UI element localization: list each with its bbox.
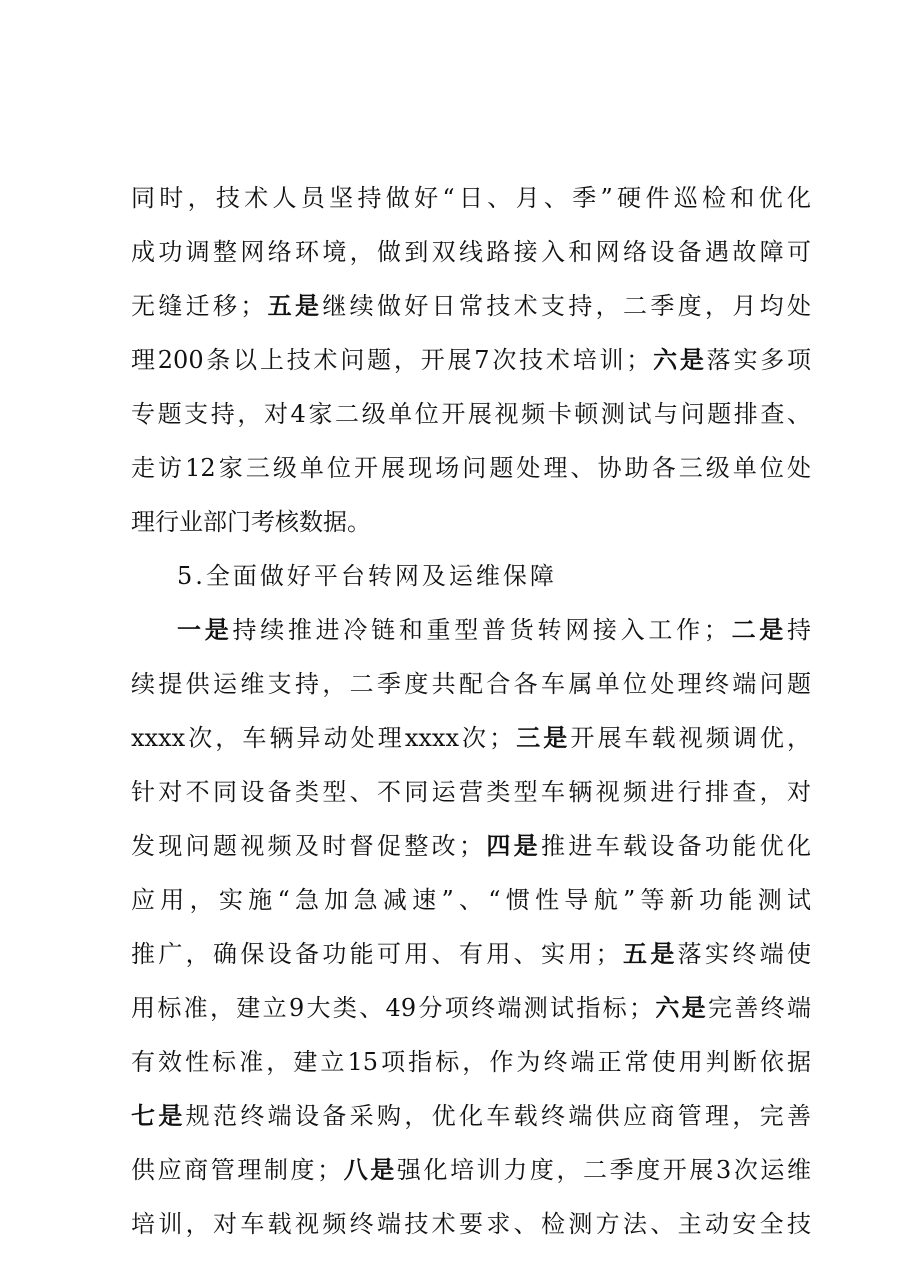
text-line [131, 931, 811, 977]
section-heading: 5.全面做好平台转网及运维保障 [177, 562, 557, 590]
text-line: 培训，对车载视频终端技术要求、检测方法、主动安全技 [131, 1210, 811, 1238]
text-span: 强化培训力度，二季度开展3次运维 [396, 1156, 811, 1184]
text-line: 成功调整网络环境，做到双线路接入和网络设备遇故障可 [131, 238, 811, 266]
text-line [131, 283, 811, 329]
bold-marker: 四是 [483, 831, 541, 860]
text-line: 同时，技术人员坚持做好“日、月、季”硬件巡检和优化 [131, 184, 811, 212]
text-line [131, 337, 811, 383]
text-span: 用标准，建立9大类、49分项终端测试指标； [131, 994, 654, 1022]
bold-marker: 三是 [513, 723, 571, 752]
text-span: 落实终端使 [677, 940, 811, 968]
text-line [177, 607, 811, 653]
bold-marker: 一是 [177, 615, 233, 644]
text-span: 继续做好日常技术支持，二季度，月均处 [322, 292, 811, 320]
text-span: 发现问题视频及时督促整改； [131, 832, 483, 860]
text-span: 供应商管理制度； [131, 1156, 342, 1184]
bold-marker: 六是 [653, 993, 709, 1022]
text-span: 推广，确保设备功能可用、有用、实用； [131, 940, 620, 968]
bold-marker: 五是 [619, 939, 678, 968]
text-line: 专题支持，对4家二级单位开展视频卡顿测试与问题排查、 [131, 400, 811, 428]
bold-marker: 七是 [131, 1101, 186, 1130]
text-span: 持 [787, 616, 811, 644]
text-line [131, 985, 811, 1031]
text-line: 有效性标准，建立15项指标，作为终端正常使用判断依据 [131, 1048, 811, 1076]
text-span: xxxx次，车辆异动处理xxxx次； [131, 724, 514, 752]
text-span: 无缝迁移； [131, 292, 265, 320]
text-line: 针对不同设备类型、不同运营类型车辆视频进行排查，对 [131, 778, 811, 806]
text-line [131, 1147, 811, 1193]
bold-marker: 二是 [727, 615, 788, 644]
text-span: 落实多项 [706, 346, 811, 374]
text-line: 理行业部门考核数据。 [131, 508, 371, 536]
bold-marker: 五是 [264, 291, 323, 320]
bold-marker: 八是 [341, 1155, 397, 1184]
text-span: 开展车载视频调优， [570, 724, 811, 752]
text-line: 走访12家三级单位开展现场问题处理、协助各三级单位处 [131, 454, 811, 482]
text-line: 应用，实施“急加急减速”、“惯性导航”等新功能测试 [131, 886, 811, 914]
text-span: 理200条以上技术问题，开展7次技术培训； [131, 346, 651, 374]
text-line [131, 715, 811, 761]
text-span: 规范终端设备采购，优化车载终端供应商管理，完善 [185, 1102, 811, 1130]
text-line: 续提供运维支持，二季度共配合各车属单位处理终端问题 [131, 670, 811, 698]
text-span: 推进车载设备功能优化 [541, 832, 811, 860]
text-span: 持续推进冷链和重型普货转网接入工作； [232, 616, 728, 644]
text-line [131, 1093, 811, 1139]
bold-marker: 六是 [650, 345, 707, 374]
text-line [131, 823, 811, 869]
text-span: 完善终端 [708, 994, 811, 1022]
